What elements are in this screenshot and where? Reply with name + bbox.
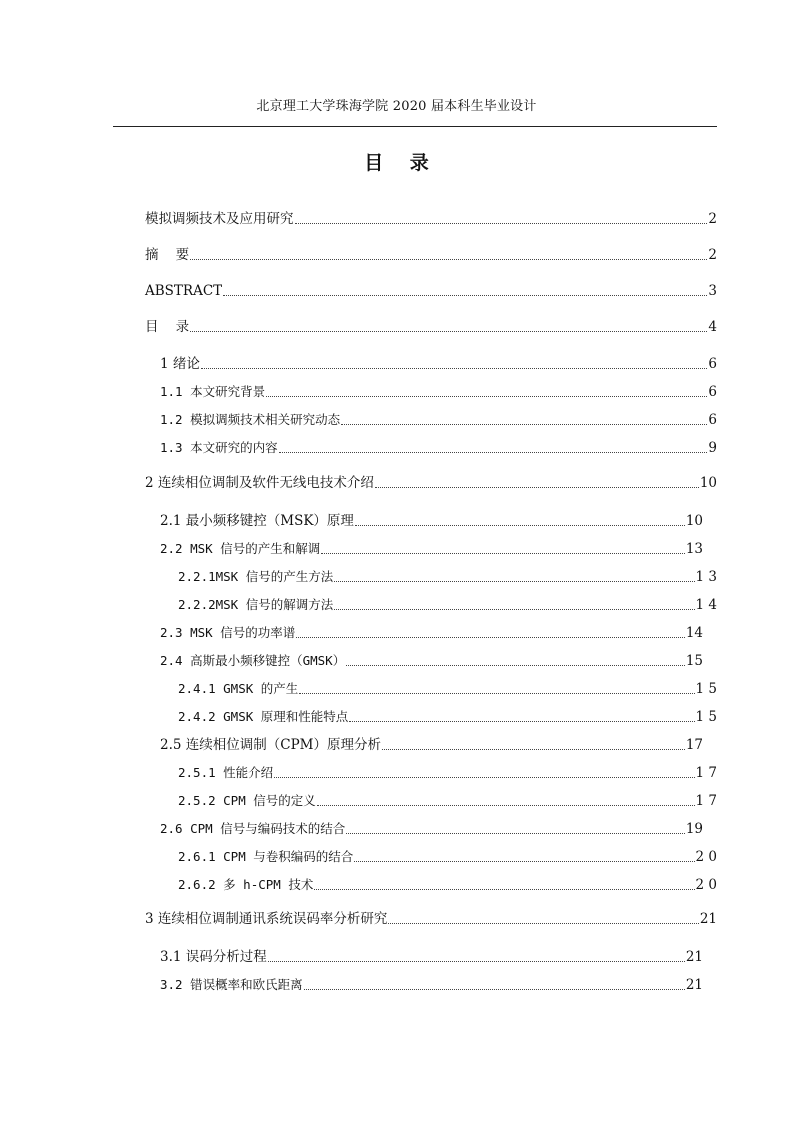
toc-leader-dots [268,960,685,962]
toc-entry-label: ABSTRACT [145,283,223,299]
toc-leader-dots [314,888,694,890]
toc-leader-dots [304,988,685,990]
toc-entry[interactable] [160,539,703,559]
toc-leader-dots [346,664,685,666]
toc-entry-label: 2.6.2 多 h-CPM 技术 [178,877,314,892]
toc-entry-label: 2 连续相位调制及软件无线电技术介绍 [145,475,374,491]
toc-entry-page: 21 [685,949,703,965]
toc-entry-page: 2 0 [695,877,717,893]
toc-entry-page: 2 0 [695,849,717,865]
toc-leader-dots [296,636,685,638]
toc-entry-page: 1 7 [695,765,717,781]
toc-entry-page: 4 [708,319,717,335]
toc-entry[interactable] [160,438,717,458]
toc-entry-page: 9 [708,440,717,456]
toc-entry-page: 13 [685,541,703,557]
toc-leader-dots [274,776,694,778]
toc-entry-label: 目 录 [145,319,190,335]
toc-entry-page: 2 [708,247,717,263]
toc-entry-label: 2.3 MSK 信号的功率谱 [160,625,296,640]
toc-entry[interactable] [160,947,703,967]
toc-leader-dots [321,552,685,554]
toc-leader-dots [279,451,708,453]
toc-leader-dots [375,486,699,488]
toc-entry-label: 2.2.2MSK 信号的解调方法 [178,597,334,612]
toc-entry-label: 2.2 MSK 信号的产生和解调 [160,541,321,556]
toc-leader-dots [299,692,694,694]
toc-entry[interactable] [178,847,717,867]
toc-entry-page: 17 [685,737,703,753]
toc-entry-label: 2.6 CPM 信号与编码技术的结合 [160,821,346,836]
toc-leader-dots [388,922,698,924]
toc-entry-page: 2 [708,211,717,227]
toc-title: 目 录 [364,152,429,174]
toc-entry-label: 1 绪论 [160,356,200,372]
toc-entry[interactable] [160,410,717,430]
toc-entry[interactable] [160,735,703,755]
toc-entry-page: 21 [685,977,703,993]
toc-entry-label: 2.5.1 性能介绍 [178,765,274,780]
toc-entry[interactable] [178,595,717,615]
toc-leader-dots [317,804,695,806]
toc-entry[interactable] [178,707,717,727]
toc-leader-dots [190,258,707,260]
toc-entry[interactable] [160,511,703,531]
toc-leader-dots [349,720,694,722]
toc-leader-dots [382,748,685,750]
toc-entry-page: 1 3 [695,569,717,585]
toc-entry[interactable] [145,281,717,301]
toc-entry-label: 2.5 连续相位调制（CPM）原理分析 [160,737,381,753]
toc-entry-label: 3.2 错误概率和欧氏距离 [160,977,303,992]
toc-entry-label: 摘 要 [145,247,190,263]
toc-entry[interactable] [160,819,703,839]
toc-entry[interactable] [178,679,717,699]
toc-entry-page: 1 4 [695,597,717,613]
toc-leader-dots [266,395,707,397]
toc-entry-page: 3 [708,283,717,299]
toc-entry-label: 1.3 本文研究的内容 [160,440,278,455]
toc-entry-label: 1.1 本文研究背景 [160,384,266,399]
toc-entry[interactable] [145,245,717,265]
toc-entry-page: 6 [708,412,717,428]
toc-leader-dots [190,330,707,332]
toc-entry-page: 6 [708,384,717,400]
toc-entry-page: 1 7 [695,793,717,809]
toc-entry[interactable] [160,651,703,671]
toc-entry[interactable] [145,317,717,337]
page-header: 北京理工大学珠海学院 2020 届本科生毕业设计 [256,99,537,114]
toc-entry-page: 10 [699,475,717,491]
toc-entry-label: 3.1 误码分析过程 [160,949,267,965]
toc-entry-label: 2.6.1 CPM 与卷积编码的结合 [178,849,354,864]
toc-entry[interactable] [178,763,717,783]
toc-entry-page: 21 [699,911,717,927]
toc-entry[interactable] [178,791,717,811]
toc-entry[interactable] [160,623,703,643]
toc-leader-dots [354,860,694,862]
toc-leader-dots [295,222,708,224]
toc-entry-page: 1 5 [695,681,717,697]
toc-entry[interactable] [160,354,717,374]
toc-leader-dots [223,294,707,296]
toc-leader-dots [355,524,685,526]
toc-leader-dots [346,832,685,834]
toc-entry-label: 3 连续相位调制通讯系统误码率分析研究 [145,911,388,927]
toc-entry[interactable] [145,209,717,229]
toc-entry[interactable] [178,567,717,587]
toc-entry-label: 2.2.1MSK 信号的产生方法 [178,569,334,584]
toc-entry[interactable] [178,875,717,895]
toc-entry-label: 2.1 最小频移键控（MSK）原理 [160,513,354,529]
toc-entry-page: 19 [685,821,703,837]
toc-entry-label: 2.4 高斯最小频移键控（GMSK） [160,653,346,668]
toc-entry-label: 2.5.2 CPM 信号的定义 [178,793,316,808]
toc-entry-label: 模拟调频技术及应用研究 [145,211,294,227]
toc-leader-dots [334,580,694,582]
toc-entry[interactable] [160,382,717,402]
toc-entry-label: 2.4.2 GMSK 原理和性能特点 [178,709,349,724]
toc-entry[interactable] [160,975,703,995]
toc-entry-page: 6 [708,356,717,372]
toc-entry-page: 1 5 [695,709,717,725]
toc-entry-label: 1.2 模拟调频技术相关研究动态 [160,412,341,427]
toc-entry-page: 14 [685,625,703,641]
toc-leader-dots [341,423,707,425]
toc-leader-dots [201,367,708,369]
toc-entry-page: 10 [685,513,703,529]
toc-entry-label: 2.4.1 GMSK 的产生 [178,681,299,696]
toc-leader-dots [334,608,694,610]
toc-entry[interactable] [145,473,717,493]
toc-entry[interactable] [145,909,717,929]
toc-entry-page: 15 [685,653,703,669]
